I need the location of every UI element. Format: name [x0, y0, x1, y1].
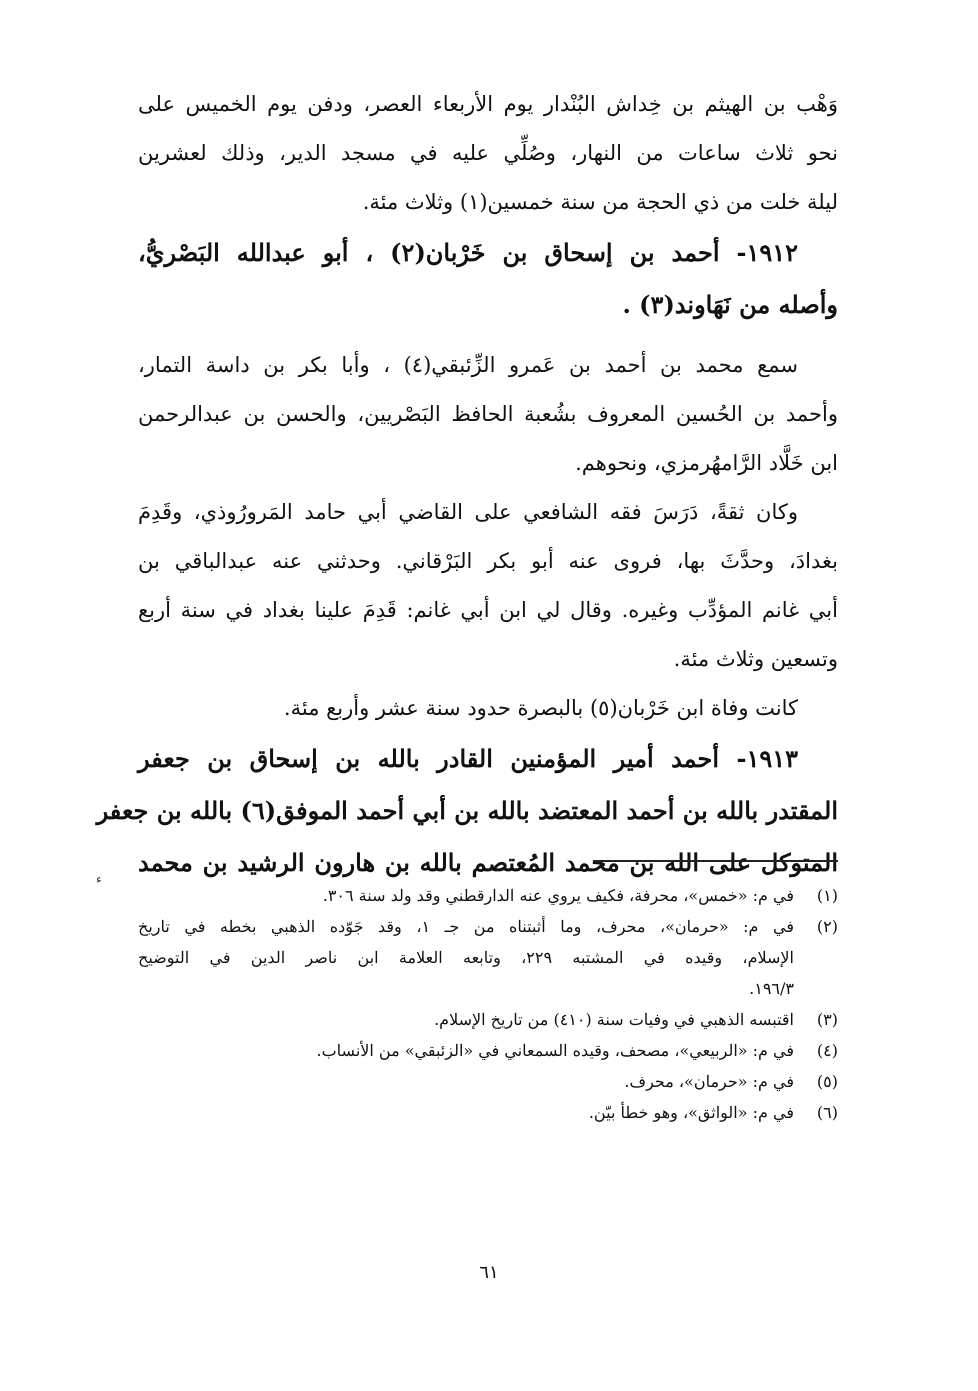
- footnote-line: في م: «خمس»، محرفة، فكيف يروي عنه الدارقطني وقد ولد سنة ٣٠٦.: [322, 886, 794, 905]
- paragraph-p2: [138, 341, 838, 488]
- footnote-line: في م: «حرمان»، محرف.: [624, 1072, 794, 1091]
- footnote-number: (٢): [816, 917, 838, 936]
- heading-line: ١٩١٢- أحمد بن إسحاق بن خَرْبان(٢) ، أبو عبدالله البَصْريُّ،: [138, 238, 799, 267]
- text-line: وَهْب بن الهيثم بن خِداش البُنْدار يوم الأربعاء العصر، ودفن يوم الخميس على: [138, 92, 838, 116]
- footnote-text: [138, 880, 794, 911]
- paragraph-p4: [138, 684, 838, 733]
- footnote-text: [138, 1066, 794, 1097]
- page-number: ٦١: [479, 1262, 499, 1283]
- footnote: [138, 911, 838, 1004]
- footnote-number: (٣): [816, 1010, 838, 1029]
- footnote-line: في م: «حرمان»، محرف، وما أثبتناه من جـ ١، وقد جَوّده الذهبي بخطه في تاريخ: [138, 917, 794, 936]
- footnote-line: في م: «الواثق»، وهو خطأ بيّن.: [588, 1103, 794, 1122]
- footnote: [138, 1004, 838, 1035]
- text-line: كانت وفاة ابن خَرْبان(٥) بالبصرة حدود سنة عشر وأربع مئة.: [283, 696, 798, 720]
- text-line: وكان ثقةً، دَرَسَ فقه الشافعي على القاضي أبي حامد المَرورُوذي، وقَدِمَ: [138, 500, 798, 524]
- paragraph-p1: [138, 80, 838, 227]
- footnote: [138, 1035, 838, 1066]
- heading-line: وأصله من نَهَاوند(٣) .: [622, 290, 838, 319]
- footnote-text: [138, 1097, 794, 1128]
- footnote-number: (٦): [816, 1103, 838, 1122]
- footnote-number: (٤): [816, 1041, 838, 1060]
- footnote-line: ١٩٦/٣.: [749, 979, 794, 998]
- main-text: [96, 80, 838, 889]
- footnote-number: (٥): [816, 1072, 838, 1091]
- heading-line: المقتدر بالله بن أحمد المعتضد بالله بن أبي أحمد الموفق(٦) بالله بن جعفر: [96, 796, 838, 825]
- text-line: وتسعين وثلاث مئة.: [673, 647, 838, 671]
- footnote-line: اقتبسه الذهبي في وفيات سنة (٤١٠) من تاريخ الإسلام.: [434, 1010, 794, 1029]
- footnote-line: الإسلام، وقيده في المشتبه ٢٢٩، وتابعه العلامة ابن ناصر الدين في التوضيح: [138, 948, 794, 967]
- margin-mark: ء: [96, 872, 102, 886]
- heading-line: المتوكل على الله بن محمد المُعتصم بالله بن هارون الرشيد بن محمد: [138, 848, 838, 877]
- footnote-text: [138, 911, 794, 1004]
- text-line: ابن خَلَّاد الرَّامهُرمزي، ونحوهم.: [575, 451, 838, 475]
- footnote-text: [138, 1004, 794, 1035]
- footnote-line: في م: «الربيعي»، مصحف، وقيده السمعاني في «الزئبقي» من الأنساب.: [316, 1041, 794, 1060]
- footnotes: [138, 880, 838, 1128]
- text-line: وأحمد بن الحُسين المعروف بشُعبة الحافظ البَصْريين، والحسن بن عبدالرحمن: [138, 402, 838, 426]
- entry-heading-1912: [138, 227, 838, 331]
- text-line: نحو ثلاث ساعات من النهار، وصُلِّي عليه في مسجد الدير، وذلك لعشرين: [138, 141, 838, 165]
- footnote-number: (١): [816, 886, 838, 905]
- heading-line: ١٩١٣- أحمد أمير المؤمنين القادر بالله بن إسحاق بن جعفر: [138, 744, 798, 773]
- paragraph-p3: [138, 488, 838, 684]
- text-line: ليلة خلت من ذي الحجة من سنة خمسين(١) وثلاث مئة.: [362, 190, 838, 214]
- footnote-text: [138, 1035, 794, 1066]
- spacer: [138, 331, 838, 341]
- text-line: أبي غانم المؤدِّب وغيره. وقال لي ابن أبي غانم: قَدِمَ علينا بغداد في سنة أربع: [138, 598, 838, 622]
- text-line: سمع محمد بن أحمد بن عَمرو الزِّئبقي(٤) ، وأبا بكر بن داسة التمار،: [138, 353, 798, 377]
- footnote: [138, 1066, 838, 1097]
- footnote: [138, 880, 838, 911]
- footnote-separator: [593, 860, 838, 862]
- text-line: بغدادَ، وحدَّثَ بها، فروى عنه أبو بكر البَرْقاني. وحدثني عنه عبدالباقي بن: [138, 549, 838, 573]
- entry-heading-1913: [96, 733, 838, 889]
- footnote: [138, 1097, 838, 1128]
